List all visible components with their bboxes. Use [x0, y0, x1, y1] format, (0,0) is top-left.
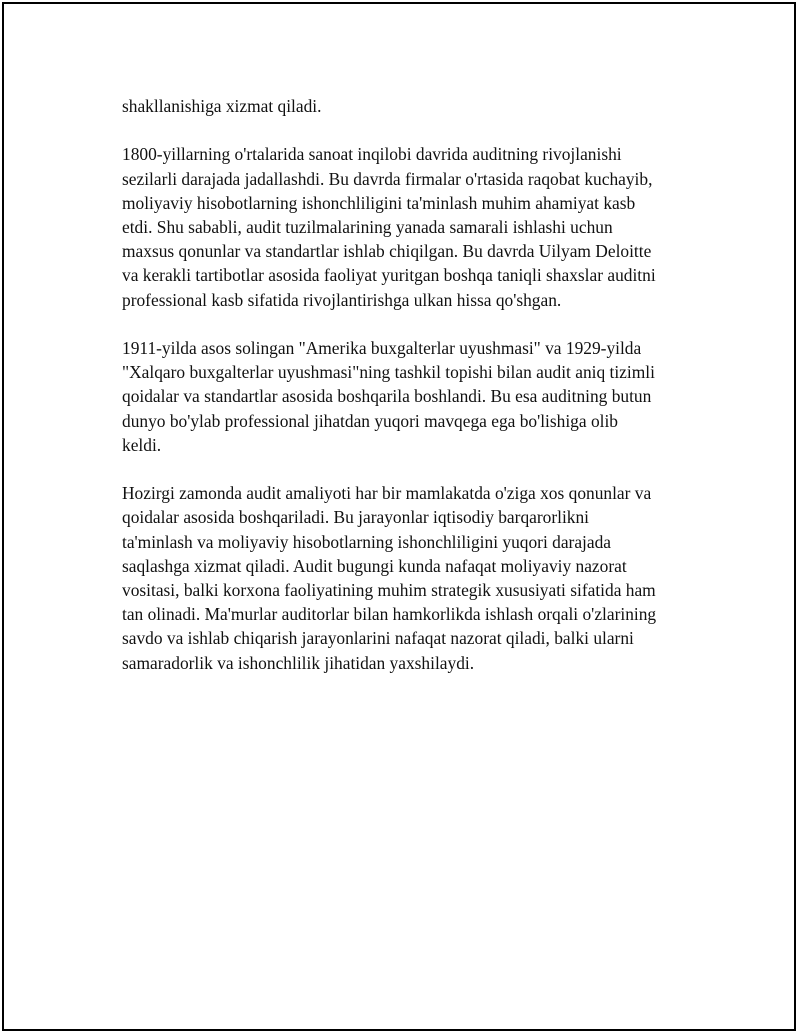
paragraph-1: [122, 94, 692, 118]
text-line: savdo va ishlab chiqarish jarayonlarini nafaqat nazorat qiladi, balki ularni: [122, 628, 634, 649]
text-line: shakllanishiga xizmat qiladi.: [122, 96, 322, 116]
paragraph-2: [122, 142, 692, 311]
text-line: 1800-yillarning o'rtalarida sanoat inqilobi davrida auditning rivojlanishi: [122, 144, 622, 165]
text-line: 1911-yilda asos solingan "Amerika buxgalterlar uyushmasi" va 1929-yilda: [122, 338, 642, 358]
text-line: va kerakli tartibotlar asosida faoliyat yuritgan boshqa taniqli shaxslar auditni: [122, 265, 656, 286]
paragraph-gap: [122, 312, 692, 336]
text-line: tan olinadi. Ma'murlar auditorlar bilan hamkorlikda ishlash orqali o'zlarining: [122, 604, 657, 625]
text-line: maxsus qonunlar va standartlar ishlab chiqilgan. Bu davrda Uilyam Deloitte: [122, 241, 652, 262]
document-body: [122, 94, 692, 675]
text-line: saqlashga xizmat qiladi. Audit bugungi kunda nafaqat moliyaviy nazorat: [122, 555, 627, 576]
paragraph-4: [122, 481, 692, 675]
text-line: qoidalar va standartlar asosida boshqarila boshlandi. Bu esa auditning butun: [122, 386, 652, 407]
text-line: ta'minlash va moliyaviy hisobotlarning ishonchliligini yuqori darajada: [122, 531, 612, 552]
text-line: dunyo bo'ylab professional jihatdan yuqori mavqega ega bo'lishiga olib: [122, 410, 618, 431]
text-line: "Xalqaro buxgalterlar uyushmasi"ning tashkil topishi bilan audit aniq tizimli: [122, 362, 655, 383]
text-line: samaradorlik va ishonchlilik jihatidan yaxshilaydi.: [122, 652, 475, 673]
text-line: vositasi, balki korxona faoliyatining muhim strategik xususiyati sifatida ham: [122, 580, 656, 601]
paragraph-3: [122, 336, 692, 457]
page-frame: [2, 2, 796, 1031]
text-line: qoidalar asosida boshqariladi. Bu jarayonlar iqtisodiy barqarorlikni: [122, 507, 590, 528]
text-line: etdi. Shu sababli, audit tuzilmalarining yanada samarali ishlashi uchun: [122, 217, 613, 237]
paragraph-gap: [122, 457, 692, 481]
text-line: professional kasb sifatida rivojlantirishga ulkan hissa qo'shgan.: [122, 289, 562, 310]
text-line: keldi.: [122, 434, 162, 455]
paragraph-gap: [122, 118, 692, 142]
text-line: sezilarli darajada jadallashdi. Bu davrda firmalar o'rtasida raqobat kuchayib,: [122, 168, 653, 189]
text-line: moliyaviy hisobotlarning ishonchliligini ta'minlash muhim ahamiyat kasb: [122, 192, 636, 213]
text-line: Hozirgi zamonda audit amaliyoti har bir mamlakatda o'ziga xos qonunlar va: [122, 483, 652, 504]
